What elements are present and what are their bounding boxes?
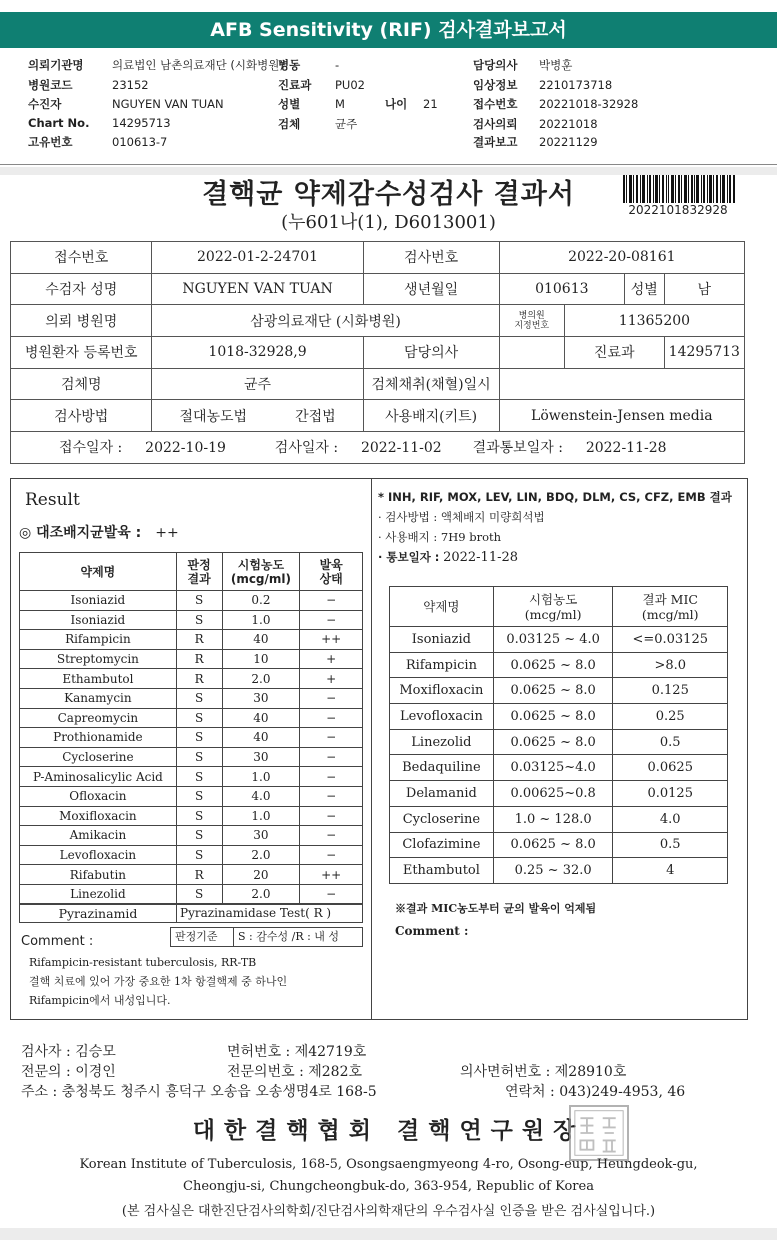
- table-row: [20, 728, 363, 748]
- susceptibility-result: S: [176, 688, 222, 708]
- patient-label: 수진자: [28, 97, 62, 111]
- growth-status: −: [300, 688, 363, 708]
- mic-drug-name: Rifampicin: [390, 652, 494, 678]
- specimen-row: [278, 116, 357, 132]
- growth-status: −: [300, 747, 363, 767]
- cell-value: Löwenstein-Jensen media: [499, 400, 744, 432]
- table-row: [20, 865, 363, 885]
- susceptibility-result: S: [176, 826, 222, 846]
- ward-value: -: [335, 58, 340, 72]
- test-concentration: 40: [222, 708, 300, 728]
- request-row: [473, 116, 598, 132]
- age-row: [385, 96, 438, 112]
- mic-drug-list-note: * INH, RIF, MOX, LEV, LIN, BDQ, DLM, CS, CFZ, EMB 결과: [378, 490, 732, 504]
- growth-status: −: [300, 884, 363, 904]
- drug-name: Cycloserine: [20, 747, 177, 767]
- cell-value: [499, 368, 744, 400]
- test-concentration: 1.0: [222, 767, 300, 787]
- dates-cell: [11, 432, 745, 464]
- certification-note: (본 검사실은 대한진단검사의학회/진단검사의학재단의 우수검사실 인증을 받은 검사실입니다.): [121, 1204, 656, 1219]
- mic-row: [390, 627, 728, 653]
- mic-test-range: 0.0625 ~ 8.0: [493, 729, 613, 755]
- mic-result: >8.0: [613, 652, 728, 678]
- criteria-label: 판정기준: [175, 930, 218, 943]
- mic-date-label: · 통보일자 :: [378, 550, 440, 564]
- chart-value: 14295713: [112, 116, 171, 130]
- clinical-row: [473, 77, 612, 93]
- susceptibility-result: S: [176, 845, 222, 865]
- growth-status: −: [300, 591, 363, 611]
- mic-row: [390, 806, 728, 832]
- cell-value: [152, 400, 363, 432]
- table-row: [20, 669, 363, 689]
- control-value: ++: [155, 525, 179, 541]
- drug-name: Streptomycin: [20, 649, 177, 669]
- dept-label: 진료과: [278, 78, 312, 92]
- col-header-concentration: 시험농도 (mcg/ml): [222, 553, 300, 591]
- growth-status: −: [300, 826, 363, 846]
- drug-name: P-Aminosalicylic Acid: [20, 767, 177, 787]
- hospital-label: 의뢰기관명: [28, 58, 84, 72]
- id-label: 고유번호: [28, 135, 73, 149]
- code-row: [28, 77, 149, 93]
- left-comment-text: [29, 953, 287, 1010]
- mic-table: [389, 586, 728, 884]
- growth-status: +: [300, 669, 363, 689]
- growth-status: −: [300, 728, 363, 748]
- info-row-dates: [11, 432, 745, 464]
- notify-date: 2022-11-28: [585, 440, 667, 457]
- request-label: 검사의뢰: [473, 117, 518, 131]
- table-row: [20, 591, 363, 611]
- table-header-row: [20, 553, 363, 591]
- right-comment-label: Comment :: [395, 924, 469, 938]
- code-value: 23152: [112, 78, 149, 92]
- cell-value: 2022-20-08161: [499, 242, 744, 274]
- dept-row: [278, 77, 365, 93]
- table-row: [20, 806, 363, 826]
- cell-label: 의뢰 병원명: [11, 305, 152, 337]
- specimen-label: 검체: [278, 117, 301, 131]
- cell-value: 균주: [152, 368, 363, 400]
- table-row: [20, 688, 363, 708]
- mic-result: 0.125: [613, 678, 728, 704]
- mic-result: 0.0125: [613, 781, 728, 807]
- hospital-value: 의료법인 남촌의료재단 (시화병원): [112, 58, 284, 72]
- mic-result: 0.25: [613, 704, 728, 730]
- mic-media-note: · 사용배지 : 7H9 broth: [378, 530, 502, 544]
- document-subtitle: (누601나(1), D6013001): [281, 212, 496, 233]
- info-row-receipt: [11, 242, 745, 274]
- cell-label: 검체채취(채혈)일시: [363, 368, 499, 400]
- growth-status: −: [300, 806, 363, 826]
- test-concentration: 1.0: [222, 806, 300, 826]
- test-concentration: 30: [222, 747, 300, 767]
- susceptibility-result: R: [176, 630, 222, 650]
- address: 주소 : 충청북도 청주시 흥덕구 오송읍 오송생명4로 168-5: [21, 1084, 377, 1100]
- mic-footnote: ※결과 MIC농도부터 균의 발육이 억제됨: [395, 902, 597, 915]
- mic-col-result: 결과 MIC (mcg/ml): [613, 587, 728, 627]
- result-divider: [371, 478, 372, 1020]
- comment-line: Rifampicin에서 내성입니다.: [29, 994, 171, 1007]
- table-row: [20, 610, 363, 630]
- drug-name: Kanamycin: [20, 688, 177, 708]
- susceptibility-result: S: [176, 728, 222, 748]
- susceptibility-result: S: [176, 806, 222, 826]
- clinical-label: 임상정보: [473, 78, 518, 92]
- cell-value: 010613: [499, 273, 624, 305]
- pyrazinamidase-test: Pyrazinamidase Test( R ): [180, 906, 332, 920]
- susceptibility-result: S: [176, 610, 222, 630]
- receipt-date: 2022-10-19: [145, 440, 226, 457]
- drug-name: Rifabutin: [20, 865, 177, 885]
- designation-line-2: 지정번호: [514, 320, 550, 331]
- cell-value: 14295713: [664, 337, 744, 369]
- growth-status: ++: [300, 630, 363, 650]
- test-concentration: 40: [222, 630, 300, 650]
- sex-label: 성별: [278, 97, 301, 111]
- drug-name: Prothionamide: [20, 728, 177, 748]
- drug-name: Ofloxacin: [20, 786, 177, 806]
- doctor-license: 의사면허번호 : 제28910호: [460, 1064, 627, 1080]
- mic-test-range: 0.00625~0.8: [493, 781, 613, 807]
- info-row-specimen: [11, 368, 745, 400]
- mic-row: [390, 832, 728, 858]
- examiner: 검사자 : 김승모: [21, 1044, 116, 1060]
- chart-row: [28, 116, 171, 130]
- report-date-value: 20221129: [539, 135, 598, 149]
- col-header-result: 판정 결과: [176, 553, 222, 591]
- drug-name: Amikacin: [20, 826, 177, 846]
- method-indirect: 간접법: [295, 408, 336, 425]
- test-concentration: 1.0: [222, 610, 300, 630]
- table-row: [20, 630, 363, 650]
- cell-value: [499, 337, 564, 369]
- specialist: 전문의 : 이경인: [21, 1064, 116, 1080]
- mic-result: 0.5: [613, 832, 728, 858]
- result-title: Result: [25, 490, 80, 510]
- barcode-number: 2022101832928: [628, 203, 728, 217]
- mic-test-range: 0.03125 ~ 4.0: [493, 627, 613, 653]
- test-concentration: 30: [222, 826, 300, 846]
- cell-label: 검사번호: [363, 242, 499, 274]
- mic-test-range: 0.0625 ~ 8.0: [493, 704, 613, 730]
- age-value: 21: [423, 97, 438, 111]
- test-concentration: 4.0: [222, 786, 300, 806]
- cell-label: 병원환자 등록번호: [11, 337, 152, 369]
- mic-drug-name: Ethambutol: [390, 858, 494, 884]
- institute-name-korean: 대한결핵협회 결핵연구원장: [192, 1117, 585, 1144]
- cell-label: 성별: [624, 273, 664, 305]
- receipt-value: 20221018-32928: [539, 97, 639, 111]
- mic-result: 0.5: [613, 729, 728, 755]
- info-row-registration: [11, 337, 745, 369]
- designation-line-1: 병의원: [518, 310, 545, 321]
- mic-drug-name: Bedaquiline: [390, 755, 494, 781]
- mic-test-range: 0.0625 ~ 8.0: [493, 652, 613, 678]
- report-date-label: 결과보고: [473, 135, 518, 149]
- susceptibility-result: S: [176, 767, 222, 787]
- criteria-value: S : 감수성 /R : 내 성: [233, 928, 339, 946]
- cell-value: 남: [664, 273, 744, 305]
- patient-value: NGUYEN VAN TUAN: [112, 97, 224, 111]
- mic-test-range: 1.0 ~ 128.0: [493, 806, 613, 832]
- doctor-row: [473, 57, 572, 73]
- growth-status: −: [300, 610, 363, 630]
- growth-status: −: [300, 845, 363, 865]
- mic-row: [390, 652, 728, 678]
- specimen-value: 균주: [335, 117, 358, 131]
- mic-notes: [378, 487, 732, 568]
- mic-drug-name: Linezolid: [390, 729, 494, 755]
- table-row: [20, 649, 363, 669]
- growth-status: −: [300, 708, 363, 728]
- mic-drug-name: Delamanid: [390, 781, 494, 807]
- sex-value: M: [335, 97, 345, 111]
- mic-row: [390, 704, 728, 730]
- document-title: 결핵균 약제감수성검사 결과서: [202, 179, 575, 210]
- drug-susceptibility-table: [19, 552, 363, 905]
- table-row: [20, 767, 363, 787]
- mic-test-range: 0.03125~4.0: [493, 755, 613, 781]
- mic-col-range: 시험농도 (mcg/ml): [493, 587, 613, 627]
- left-comment-label: Comment :: [21, 934, 94, 949]
- table-row: [20, 786, 363, 806]
- mic-date-note: [378, 547, 732, 568]
- drug-name: Capreomycin: [20, 708, 177, 728]
- table-row: [20, 708, 363, 728]
- hospital-row: [28, 57, 284, 73]
- table-row: [20, 747, 363, 767]
- drug-name: Levofloxacin: [20, 845, 177, 865]
- mic-row: [390, 858, 728, 884]
- header-divider: [0, 164, 777, 165]
- ward-row: [278, 57, 339, 73]
- growth-status: −: [300, 786, 363, 806]
- col-header-drug: 약제명: [20, 553, 177, 591]
- cell-value: 11365200: [564, 305, 744, 337]
- growth-status: ++: [300, 865, 363, 885]
- mic-drug-name: Clofazimine: [390, 832, 494, 858]
- doctor-value: 박병훈: [539, 58, 573, 72]
- official-seal-icon: [569, 1105, 629, 1161]
- specialist-number: 전문의번호 : 제282호: [227, 1064, 363, 1080]
- chart-label: Chart No.: [28, 116, 90, 130]
- mic-result: 4: [613, 858, 728, 884]
- barcode: [623, 175, 735, 203]
- info-row-patient: [11, 273, 745, 305]
- cell-value: NGUYEN VAN TUAN: [152, 273, 363, 305]
- mic-test-range: 0.0625 ~ 8.0: [493, 832, 613, 858]
- control-growth: [19, 522, 179, 542]
- test-concentration: 2.0: [222, 884, 300, 904]
- cell-value: 삼광의료재단 (시화병원): [152, 305, 499, 337]
- id-row: [28, 134, 167, 150]
- cell-value: 1018-32928,9: [152, 337, 363, 369]
- drug-name: Rifampicin: [20, 630, 177, 650]
- mic-result: <=0.03125: [613, 627, 728, 653]
- drug-name: Moxifloxacin: [20, 806, 177, 826]
- cell-value: 2022-01-2-24701: [152, 242, 363, 274]
- growth-status: +: [300, 649, 363, 669]
- test-concentration: 2.0: [222, 669, 300, 689]
- age-label: 나이: [385, 97, 408, 111]
- cell-label: 수검자 성명: [11, 273, 152, 305]
- mic-row: [390, 781, 728, 807]
- notify-date-label: 결과통보일자 :: [472, 440, 563, 457]
- growth-status: −: [300, 767, 363, 787]
- receipt-row: [473, 96, 638, 112]
- criteria-legend: [170, 927, 363, 947]
- cell-label: [499, 305, 564, 337]
- test-info-table: [10, 241, 745, 464]
- cell-label: 사용배지(키트): [363, 400, 499, 432]
- cell-label: 진료과: [564, 337, 664, 369]
- susceptibility-result: S: [176, 591, 222, 611]
- mic-drug-name: Isoniazid: [390, 627, 494, 653]
- ward-label: 병동: [278, 58, 301, 72]
- info-row-hospital: [11, 305, 745, 337]
- cell-label: 생년월일: [363, 273, 499, 305]
- code-label: 병원코드: [28, 78, 73, 92]
- table-row: [20, 826, 363, 846]
- susceptibility-result: R: [176, 865, 222, 885]
- phone: 연락처 : 043)249-4953, 46: [505, 1084, 686, 1100]
- test-date-label: 검사일자 :: [274, 440, 339, 457]
- license-number: 면허번호 : 제42719호: [227, 1044, 367, 1060]
- mic-drug-name: Moxifloxacin: [390, 678, 494, 704]
- drug-name: Linezolid: [20, 884, 177, 904]
- mic-row: [390, 729, 728, 755]
- info-row-method: [11, 400, 745, 432]
- report-header-title: AFB Sensitivity (RIF) 검사결과보고서: [0, 12, 777, 48]
- comment-line: 결핵 치료에 있어 가장 중요한 1차 항결핵제 중 하나인: [29, 975, 288, 988]
- drug-name: Ethambutol: [20, 669, 177, 689]
- test-concentration: 20: [222, 865, 300, 885]
- doctor-label: 담당의사: [473, 58, 518, 72]
- receipt-date-label: 접수일자 :: [59, 440, 123, 457]
- susceptibility-result: S: [176, 786, 222, 806]
- report-date-row: [473, 134, 598, 150]
- bottom-shade: [0, 1228, 777, 1240]
- institute-address-line-1: Korean Institute of Tuberculosis, 168-5, Osongsaengmyeong 4-ro, Osong-eup, Heungdeok-gu,: [79, 1157, 698, 1172]
- susceptibility-result: S: [176, 747, 222, 767]
- control-label: ◎ 대조배지균발육 :: [19, 525, 142, 541]
- table-row: [20, 884, 363, 904]
- request-value: 20221018: [539, 117, 598, 131]
- mic-test-range: 0.25 ~ 32.0: [493, 858, 613, 884]
- comment-line: Rifampicin-resistant tuberculosis, RR-TB: [29, 956, 257, 969]
- susceptibility-result: R: [176, 649, 222, 669]
- pyrazinamide-name: Pyrazinamid: [20, 904, 177, 922]
- mic-test-range: 0.0625 ~ 8.0: [493, 678, 613, 704]
- method-absolute: 절대농도법: [179, 408, 248, 425]
- mic-drug-name: Levofloxacin: [390, 704, 494, 730]
- susceptibility-result: S: [176, 708, 222, 728]
- mic-drug-name: Cycloserine: [390, 806, 494, 832]
- cell-label: 접수번호: [11, 242, 152, 274]
- test-concentration: 30: [222, 688, 300, 708]
- drug-name: Isoniazid: [20, 591, 177, 611]
- mic-result: 0.0625: [613, 755, 728, 781]
- patient-row: [28, 96, 224, 112]
- institute-address-line-2: Cheongju-si, Chungcheongbuk-do, 363-954, Republic of Korea: [183, 1179, 594, 1194]
- mic-date: 2022-11-28: [443, 550, 519, 565]
- susceptibility-result: S: [176, 884, 222, 904]
- cell-label: 검체명: [11, 368, 152, 400]
- col-header-growth: 발육 상태: [300, 553, 363, 591]
- dept-value: PU02: [335, 78, 365, 92]
- mic-header-row: [390, 587, 728, 627]
- mic-row: [390, 755, 728, 781]
- mic-row: [390, 678, 728, 704]
- test-concentration: 10: [222, 649, 300, 669]
- id-value: 010613-7: [112, 135, 168, 149]
- susceptibility-result: R: [176, 669, 222, 689]
- pyrazinamide-row: [19, 903, 363, 923]
- test-date: 2022-11-02: [360, 440, 442, 457]
- sex-row: [278, 96, 345, 112]
- drug-name: Isoniazid: [20, 610, 177, 630]
- mic-result: 4.0: [613, 806, 728, 832]
- table-row: [20, 845, 363, 865]
- receipt-label: 접수번호: [473, 97, 518, 111]
- cell-label: 담당의사: [363, 337, 499, 369]
- test-concentration: 0.2: [222, 591, 300, 611]
- mic-method-note: · 검사방법 : 액체배지 미량희석법: [378, 510, 545, 524]
- test-concentration: 40: [222, 728, 300, 748]
- mic-col-drug: 약제명: [390, 587, 494, 627]
- clinical-value: 2210173718: [539, 78, 613, 92]
- cell-label: 검사방법: [11, 400, 152, 432]
- test-concentration: 2.0: [222, 845, 300, 865]
